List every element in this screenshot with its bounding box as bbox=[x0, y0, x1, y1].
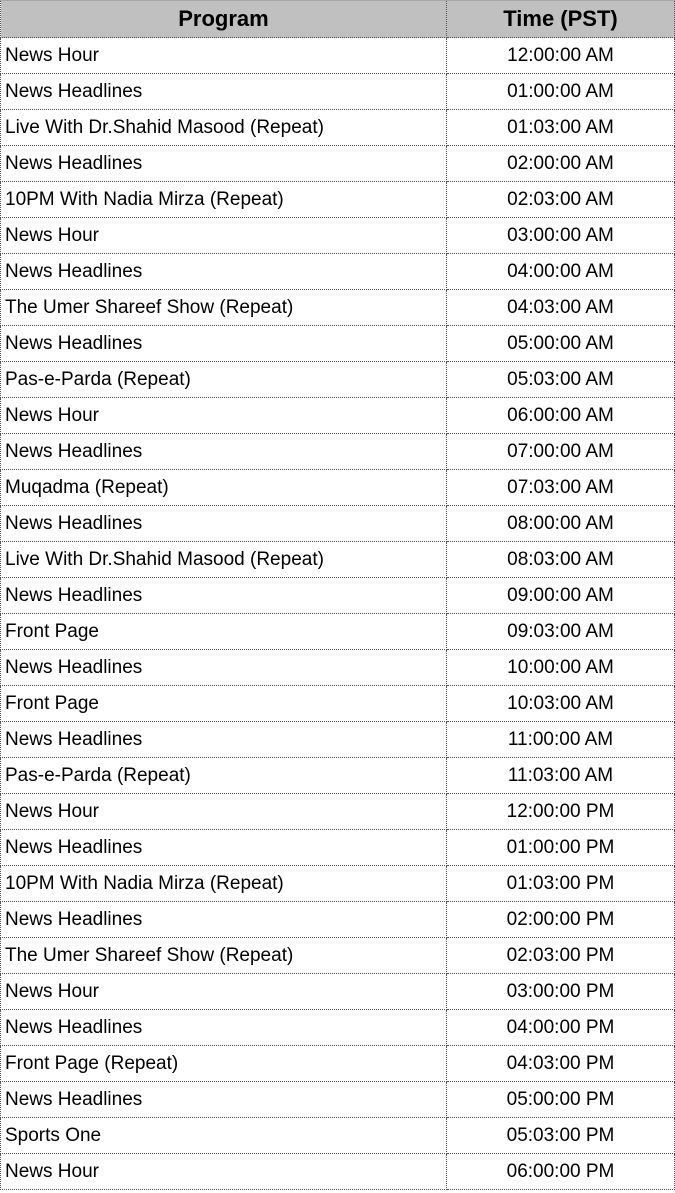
time-cell: 04:00:00 AM bbox=[447, 254, 675, 290]
program-cell: News Hour bbox=[1, 398, 447, 434]
program-cell: Pas-e-Parda (Repeat) bbox=[1, 758, 447, 794]
table-row bbox=[1, 686, 675, 722]
table-row bbox=[1, 722, 675, 758]
program-cell: News Headlines bbox=[1, 902, 447, 938]
time-cell: 12:00:00 PM bbox=[447, 794, 675, 830]
program-cell: Pas-e-Parda (Repeat) bbox=[1, 362, 447, 398]
program-cell: News Headlines bbox=[1, 254, 447, 290]
time-cell: 05:03:00 AM bbox=[447, 362, 675, 398]
table-row bbox=[1, 902, 675, 938]
time-cell: 01:00:00 AM bbox=[447, 74, 675, 110]
program-cell: Live With Dr.Shahid Masood (Repeat) bbox=[1, 110, 447, 146]
table-row bbox=[1, 362, 675, 398]
program-cell: 10PM With Nadia Mirza (Repeat) bbox=[1, 182, 447, 218]
program-cell: News Headlines bbox=[1, 830, 447, 866]
time-cell: 08:00:00 AM bbox=[447, 506, 675, 542]
table-row bbox=[1, 110, 675, 146]
table-row bbox=[1, 470, 675, 506]
time-cell: 02:03:00 PM bbox=[447, 938, 675, 974]
time-cell: 10:00:00 AM bbox=[447, 650, 675, 686]
table-row bbox=[1, 74, 675, 110]
header-row bbox=[1, 1, 675, 38]
table-row bbox=[1, 1010, 675, 1046]
table-row bbox=[1, 650, 675, 686]
time-cell: 01:00:00 PM bbox=[447, 830, 675, 866]
table-row bbox=[1, 1154, 675, 1190]
program-cell: News Headlines bbox=[1, 578, 447, 614]
program-cell: News Headlines bbox=[1, 506, 447, 542]
time-cell: 04:03:00 PM bbox=[447, 1046, 675, 1082]
time-cell: 02:00:00 PM bbox=[447, 902, 675, 938]
time-cell: 01:03:00 PM bbox=[447, 866, 675, 902]
time-cell: 05:00:00 AM bbox=[447, 326, 675, 362]
table-row bbox=[1, 506, 675, 542]
table-row bbox=[1, 326, 675, 362]
table-row bbox=[1, 218, 675, 254]
program-cell: News Headlines bbox=[1, 722, 447, 758]
time-cell: 08:03:00 AM bbox=[447, 542, 675, 578]
table-row bbox=[1, 614, 675, 650]
program-cell: Front Page bbox=[1, 614, 447, 650]
program-cell: News Hour bbox=[1, 974, 447, 1010]
table-row bbox=[1, 578, 675, 614]
table-row bbox=[1, 398, 675, 434]
table-row bbox=[1, 1118, 675, 1154]
time-cell: 05:00:00 PM bbox=[447, 1082, 675, 1118]
table-row bbox=[1, 182, 675, 218]
table-row bbox=[1, 1046, 675, 1082]
program-cell: Front Page bbox=[1, 686, 447, 722]
time-cell: 11:00:00 AM bbox=[447, 722, 675, 758]
schedule-rows bbox=[1, 38, 675, 1190]
time-cell: 04:03:00 AM bbox=[447, 290, 675, 326]
program-cell: News Headlines bbox=[1, 650, 447, 686]
program-cell: Live With Dr.Shahid Masood (Repeat) bbox=[1, 542, 447, 578]
program-cell: Muqadma (Repeat) bbox=[1, 470, 447, 506]
time-cell: 06:00:00 AM bbox=[447, 398, 675, 434]
time-cell: 07:00:00 AM bbox=[447, 434, 675, 470]
program-cell: The Umer Shareef Show (Repeat) bbox=[1, 938, 447, 974]
table-row bbox=[1, 542, 675, 578]
time-cell: 10:03:00 AM bbox=[447, 686, 675, 722]
time-column-header: Time (PST) bbox=[447, 1, 675, 38]
table-row bbox=[1, 434, 675, 470]
time-cell: 06:00:00 PM bbox=[447, 1154, 675, 1190]
time-cell: 05:03:00 PM bbox=[447, 1118, 675, 1154]
time-cell: 01:03:00 AM bbox=[447, 110, 675, 146]
time-cell: 11:03:00 AM bbox=[447, 758, 675, 794]
program-cell: News Headlines bbox=[1, 1010, 447, 1046]
table-row bbox=[1, 974, 675, 1010]
program-cell: News Hour bbox=[1, 38, 447, 74]
time-cell: 03:00:00 AM bbox=[447, 218, 675, 254]
time-cell: 02:03:00 AM bbox=[447, 182, 675, 218]
time-cell: 12:00:00 AM bbox=[447, 38, 675, 74]
table-row bbox=[1, 38, 675, 74]
table-row bbox=[1, 146, 675, 182]
program-cell: News Headlines bbox=[1, 1082, 447, 1118]
table-row bbox=[1, 758, 675, 794]
program-cell: News Headlines bbox=[1, 146, 447, 182]
time-cell: 02:00:00 AM bbox=[447, 146, 675, 182]
table-row bbox=[1, 830, 675, 866]
program-cell: Front Page (Repeat) bbox=[1, 1046, 447, 1082]
time-cell: 03:00:00 PM bbox=[447, 974, 675, 1010]
program-cell: News Headlines bbox=[1, 326, 447, 362]
program-cell: Sports One bbox=[1, 1118, 447, 1154]
table-row bbox=[1, 290, 675, 326]
time-cell: 07:03:00 AM bbox=[447, 470, 675, 506]
table-row bbox=[1, 866, 675, 902]
program-column-header: Program bbox=[1, 1, 447, 38]
program-cell: 10PM With Nadia Mirza (Repeat) bbox=[1, 866, 447, 902]
time-cell: 04:00:00 PM bbox=[447, 1010, 675, 1046]
program-cell: News Hour bbox=[1, 1154, 447, 1190]
program-cell: The Umer Shareef Show (Repeat) bbox=[1, 290, 447, 326]
time-cell: 09:00:00 AM bbox=[447, 578, 675, 614]
program-cell: News Headlines bbox=[1, 74, 447, 110]
program-cell: News Hour bbox=[1, 794, 447, 830]
time-cell: 09:03:00 AM bbox=[447, 614, 675, 650]
table-row bbox=[1, 1082, 675, 1118]
table-row bbox=[1, 794, 675, 830]
program-cell: News Hour bbox=[1, 218, 447, 254]
table-row bbox=[1, 938, 675, 974]
table-row bbox=[1, 254, 675, 290]
program-cell: News Headlines bbox=[1, 434, 447, 470]
